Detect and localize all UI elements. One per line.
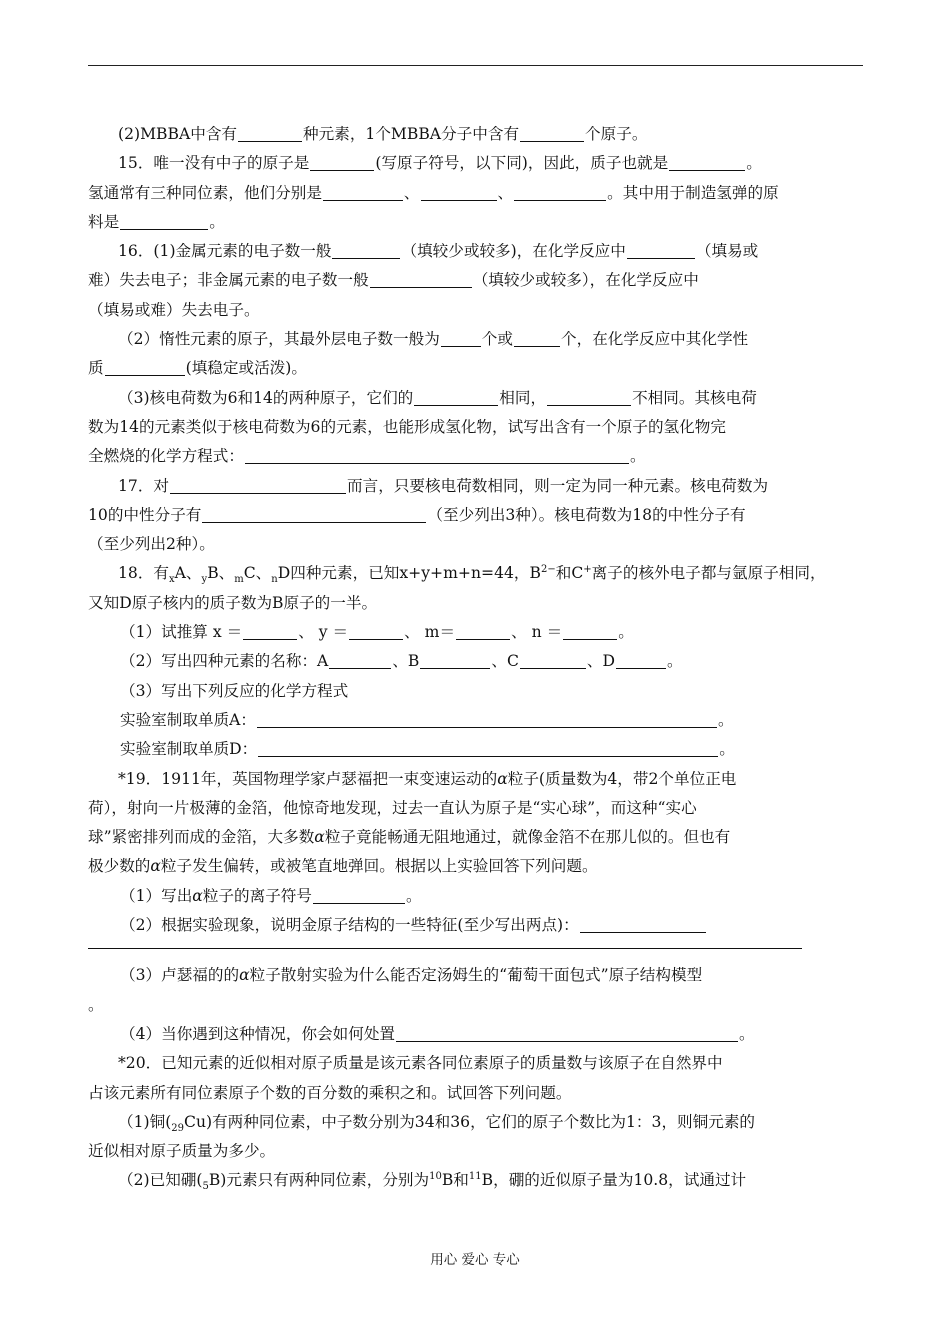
answer-blank[interactable]	[456, 622, 510, 640]
q19-line7: （3）卢瑟福的的α粒子散射实验为什么能否定汤姆生的“葡萄干面包式”原子结构模型	[120, 966, 703, 985]
q16-line4: （2）惰性元素的原子，其最外层电子数一般为 个或 个，在化学反应中其化学性	[118, 330, 749, 349]
q17-line1: 17．对 而言，只要核电荷数相同，则一定为同一种元素。核电荷数为	[118, 476, 769, 495]
answer-blank[interactable]	[396, 1024, 738, 1042]
q19-line6: （2）根据实验现象，说明金原子结构的一些特征(至少写出两点)：	[88, 911, 863, 940]
answer-blank[interactable]	[520, 651, 586, 669]
answer-blank[interactable]	[238, 124, 302, 142]
answer-blank[interactable]	[627, 241, 695, 259]
q18-line6: 实验室制取单质A： 。	[120, 710, 734, 729]
q20-line1: *20．已知元素的近似相对原子质量是该元素各同位素原子的质量数与该原子在自然界中	[118, 1054, 723, 1073]
q17-line2: 10的中性分子有 （至少列出3种）。核电荷数为18的中性分子有	[88, 505, 746, 524]
q18-line3: （1）试推算 x ＝ 、 y ＝ 、 m＝ 、 n ＝ 。	[120, 623, 634, 642]
q16-line6: （3)核电荷数为6和14的两种原子，它们的 相同， 不相同。其核电荷	[118, 388, 757, 407]
answer-blank[interactable]	[563, 622, 617, 640]
answer-blank[interactable]	[105, 358, 185, 376]
q20-line3: （1)铜$(_{29}Cu)$有两种同位素，中子数分别为34和36，它们的原子个数比为1：3，则铜元素的	[118, 1112, 756, 1134]
answer-blank[interactable]	[514, 183, 606, 201]
q19-line2: 荷），射向一片极薄的金箔，他惊奇地发现，过去一直认为原子是“实心球”，而这种“实心	[88, 798, 697, 817]
q20-line4: 近似相对原子质量为多少。	[88, 1142, 276, 1161]
answer-blank[interactable]	[414, 388, 498, 406]
q15-line3: 料是 。	[88, 212, 225, 231]
answer-blank[interactable]	[202, 505, 426, 523]
answer-blank[interactable]	[616, 651, 666, 669]
q19-line4: 极少数的α粒子发生偏转，或被笔直地弹回。根据以上实验回答下列问题。	[88, 857, 598, 876]
answer-blank[interactable]	[243, 622, 297, 640]
answer-blank[interactable]	[580, 915, 706, 933]
answer-blank[interactable]	[245, 446, 629, 464]
q16-line7: 数为14的元素类似于核电荷数为6的元素，也能形成氢化物，试写出含有一个原子的氢化物完	[88, 417, 726, 436]
q18-line1: 18．有$_x$A、$_y$B、$_m$C、$_n$D四种元素，已知x+y+m+n=44，$B^{2-}$和C+离子的核外电子都与氩原子相同，	[118, 564, 826, 586]
answer-blank[interactable]	[441, 329, 481, 347]
answer-blank[interactable]	[120, 212, 208, 230]
q17-line3: （至少列出2种）。	[88, 535, 215, 554]
answer-blank[interactable]	[420, 651, 490, 669]
answer-blank[interactable]	[170, 476, 346, 494]
q20-line2: 占该元素所有同位素原子个数的百分数的乘积之和。试回答下列问题。	[88, 1083, 572, 1102]
answer-line[interactable]	[88, 940, 802, 949]
answer-blank[interactable]	[547, 388, 631, 406]
q19-line8: 。	[88, 995, 104, 1014]
answer-blank[interactable]	[329, 651, 391, 669]
answer-blank[interactable]	[349, 622, 403, 640]
q15-line2: 氢通常有三种同位素，他们分别是 、 、 。其中用于制造氢弹的原	[88, 183, 779, 202]
q19-line5: （1）写出α粒子的离子符号 。	[120, 886, 422, 905]
header-rule	[88, 65, 863, 66]
answer-blank[interactable]	[520, 124, 584, 142]
q18-line4: （2）写出四种元素的名称：A 、B 、C 、D 。	[120, 652, 683, 671]
q16-line1: 16．(1)金属元素的电子数一般 （填较少或较多)，在化学反应中 （填易或	[118, 242, 759, 261]
q19-line3: 球”紧密排列而成的金箔，大多数α粒子竟能畅通无阻地通过，就像金箔不在那儿似的。但也有	[88, 828, 731, 847]
q16-line5: 质 (填稳定或活泼)。	[88, 359, 307, 378]
q16-line2: 难）失去电子；非金属元素的电子数一般 （填较少或较多），在化学反应中	[88, 271, 699, 290]
answer-blank[interactable]	[370, 270, 472, 288]
answer-blank[interactable]	[514, 329, 560, 347]
answer-blank[interactable]	[258, 739, 718, 757]
answer-blank[interactable]	[332, 241, 400, 259]
q16-line8: 全燃烧的化学方程式： 。	[88, 447, 646, 466]
answer-blank[interactable]	[323, 183, 403, 201]
q14-part2: (2)MBBA中含有 种元素，1个MBBA分子中含有 个原子。	[118, 125, 648, 143]
answer-blank[interactable]	[669, 153, 745, 171]
q19-line9: （4）当你遇到这种情况，你会如何处置 。	[120, 1024, 755, 1043]
q18-line5: （3）写出下列反应的化学方程式	[120, 681, 349, 700]
q16-line3: （填易或难）失去电子。	[88, 300, 260, 319]
q15-line1: 15．唯一没有中子的原子是 (写原子符号，以下同)，因此，质子也就是 。	[118, 154, 762, 173]
q19-line1: *19．1911年，英国物理学家卢瑟福把一束变速运动的α粒子(质量数为4，带2个单位正电	[118, 769, 737, 788]
q18-line7: 实验室制取单质D： 。	[120, 740, 735, 759]
answer-blank[interactable]	[313, 886, 405, 904]
answer-blank[interactable]	[257, 710, 717, 728]
answer-blank[interactable]	[421, 183, 497, 201]
answer-blank[interactable]	[310, 153, 374, 171]
q18-line2: 又知D原子核内的质子数为B原子的一半。	[88, 593, 378, 612]
q20-line5: （2)已知硼$(_5B)$元素只有两种同位素，分别为$^{10}$B和$^{11}$B，硼的近似原子量为10.8，试通过计	[118, 1171, 747, 1193]
page-footer: 用心 爱心 专心	[430, 1252, 520, 1268]
question-content	[88, 120, 863, 1196]
